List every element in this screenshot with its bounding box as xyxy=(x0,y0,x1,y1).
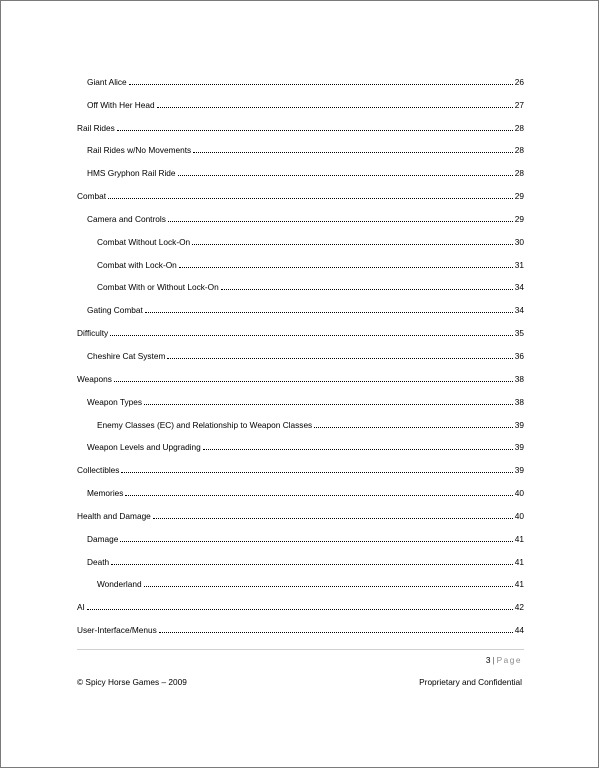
toc-entry[interactable] xyxy=(77,187,524,210)
toc-entry-title: Collectibles xyxy=(77,465,120,476)
toc-dot-leader xyxy=(114,371,513,382)
toc-dot-leader xyxy=(314,417,513,428)
toc-entry-title: Weapon Types xyxy=(87,396,143,407)
toc-entry[interactable] xyxy=(77,233,524,256)
toc-entry[interactable] xyxy=(77,439,524,462)
toc-entry[interactable] xyxy=(77,210,524,233)
toc-entry-page: 27 xyxy=(514,99,524,110)
toc-entry[interactable] xyxy=(77,598,524,621)
toc-dot-leader xyxy=(129,74,513,85)
toc-entry[interactable] xyxy=(77,324,524,347)
toc-dot-leader xyxy=(117,120,513,131)
toc-entry[interactable] xyxy=(77,553,524,576)
toc-entry-page: 39 xyxy=(514,465,524,476)
toc-entry[interactable] xyxy=(77,279,524,302)
page-word: Page xyxy=(496,655,522,665)
table-of-contents xyxy=(77,73,524,644)
toc-entry[interactable] xyxy=(77,256,524,279)
toc-dot-leader xyxy=(203,439,513,450)
toc-dot-leader xyxy=(221,279,513,290)
toc-entry-title: AI xyxy=(77,602,85,613)
toc-entry-page: 28 xyxy=(514,122,524,133)
toc-entry-title: Rail Rides xyxy=(77,122,115,133)
toc-entry-page: 38 xyxy=(514,373,524,384)
toc-dot-leader xyxy=(178,165,513,176)
toc-entry-title: Combat with Lock-On xyxy=(97,259,177,270)
toc-entry-page: 29 xyxy=(514,191,524,202)
toc-entry-page: 34 xyxy=(514,305,524,316)
toc-entry-title: Damage xyxy=(87,533,119,544)
toc-entry-title: Combat xyxy=(77,191,107,202)
footer-divider xyxy=(77,649,524,650)
toc-entry-page: 42 xyxy=(514,602,524,613)
toc-entry-page: 40 xyxy=(514,510,524,521)
toc-dot-leader xyxy=(144,394,513,405)
toc-dot-leader xyxy=(167,348,512,359)
toc-dot-leader xyxy=(168,211,513,222)
toc-entry-page: 41 xyxy=(514,556,524,567)
toc-dot-leader xyxy=(120,531,512,542)
toc-entry-title: Weapon Levels and Upgrading xyxy=(87,442,201,453)
toc-entry-page: 39 xyxy=(514,442,524,453)
toc-dot-leader xyxy=(145,302,513,313)
toc-entry-title: Combat Without Lock-On xyxy=(97,236,191,247)
toc-dot-leader xyxy=(193,142,513,153)
toc-dot-leader xyxy=(179,257,513,268)
toc-dot-leader xyxy=(144,576,513,587)
toc-entry[interactable] xyxy=(77,142,524,165)
toc-dot-leader xyxy=(125,485,512,496)
toc-entry-page: 29 xyxy=(514,213,524,224)
toc-entry[interactable] xyxy=(77,461,524,484)
toc-entry-title: HMS Gryphon Rail Ride xyxy=(87,168,176,179)
toc-entry[interactable] xyxy=(77,530,524,553)
toc-dot-leader xyxy=(153,508,513,519)
toc-entry-title: Combat With or Without Lock-On xyxy=(97,282,219,293)
toc-entry[interactable] xyxy=(77,96,524,119)
toc-entry[interactable] xyxy=(77,393,524,416)
toc-entry-page: 30 xyxy=(514,236,524,247)
toc-entry-title: Camera and Controls xyxy=(87,213,166,224)
toc-entry-title: Wonderland xyxy=(97,579,142,590)
toc-entry-page: 34 xyxy=(514,282,524,293)
toc-entry[interactable] xyxy=(77,347,524,370)
toc-entry-title: Death xyxy=(87,556,110,567)
page-number-separator: | xyxy=(492,655,495,665)
toc-entry-page: 38 xyxy=(514,396,524,407)
toc-entry[interactable] xyxy=(77,416,524,439)
toc-dot-leader xyxy=(157,97,513,108)
toc-entry-title: User-Interface/Menus xyxy=(77,625,157,636)
toc-entry[interactable] xyxy=(77,576,524,599)
toc-entry[interactable] xyxy=(77,484,524,507)
toc-entry-page: 36 xyxy=(514,350,524,361)
toc-entry-title: Difficulty xyxy=(77,328,109,339)
toc-entry-title: Gating Combat xyxy=(87,305,143,316)
toc-entry-page: 39 xyxy=(514,419,524,430)
page-number xyxy=(486,655,522,665)
toc-entry-title: Cheshire Cat System xyxy=(87,350,166,361)
toc-entry-page: 31 xyxy=(514,259,524,270)
toc-entry-title: Memories xyxy=(87,488,124,499)
toc-entry-page: 44 xyxy=(514,625,524,636)
toc-entry-page: 41 xyxy=(514,533,524,544)
toc-dot-leader xyxy=(111,554,513,565)
toc-entry[interactable] xyxy=(77,119,524,142)
footer-confidential: Proprietary and Confidential xyxy=(419,677,522,687)
toc-entry[interactable] xyxy=(77,301,524,324)
toc-dot-leader xyxy=(159,622,513,633)
toc-entry[interactable] xyxy=(77,507,524,530)
toc-entry-title: Off With Her Head xyxy=(87,99,155,110)
toc-entry[interactable] xyxy=(77,73,524,96)
toc-entry-title: Giant Alice xyxy=(87,76,127,87)
toc-entry-page: 28 xyxy=(514,168,524,179)
toc-entry[interactable] xyxy=(77,621,524,644)
toc-entry-page: 26 xyxy=(514,76,524,87)
toc-entry-page: 41 xyxy=(514,579,524,590)
toc-entry-title: Health and Damage xyxy=(77,510,151,521)
toc-entry-page: 40 xyxy=(514,488,524,499)
toc-dot-leader xyxy=(108,188,513,199)
toc-entry[interactable] xyxy=(77,370,524,393)
toc-dot-leader xyxy=(87,599,513,610)
toc-entry[interactable] xyxy=(77,164,524,187)
toc-dot-leader xyxy=(192,234,513,245)
toc-dot-leader xyxy=(110,325,513,336)
toc-entry-page: 28 xyxy=(514,145,524,156)
toc-entry-title: Rail Rides w/No Movements xyxy=(87,145,192,156)
page-number-value: 3 xyxy=(485,655,491,665)
toc-entry-title: Enemy Classes (EC) and Relationship to Weapon Classes xyxy=(97,419,313,430)
toc-dot-leader xyxy=(121,462,512,473)
footer-copyright: © Spicy Horse Games – 2009 xyxy=(77,677,187,687)
toc-entry-page: 35 xyxy=(514,328,524,339)
toc-entry-title: Weapons xyxy=(77,373,112,384)
